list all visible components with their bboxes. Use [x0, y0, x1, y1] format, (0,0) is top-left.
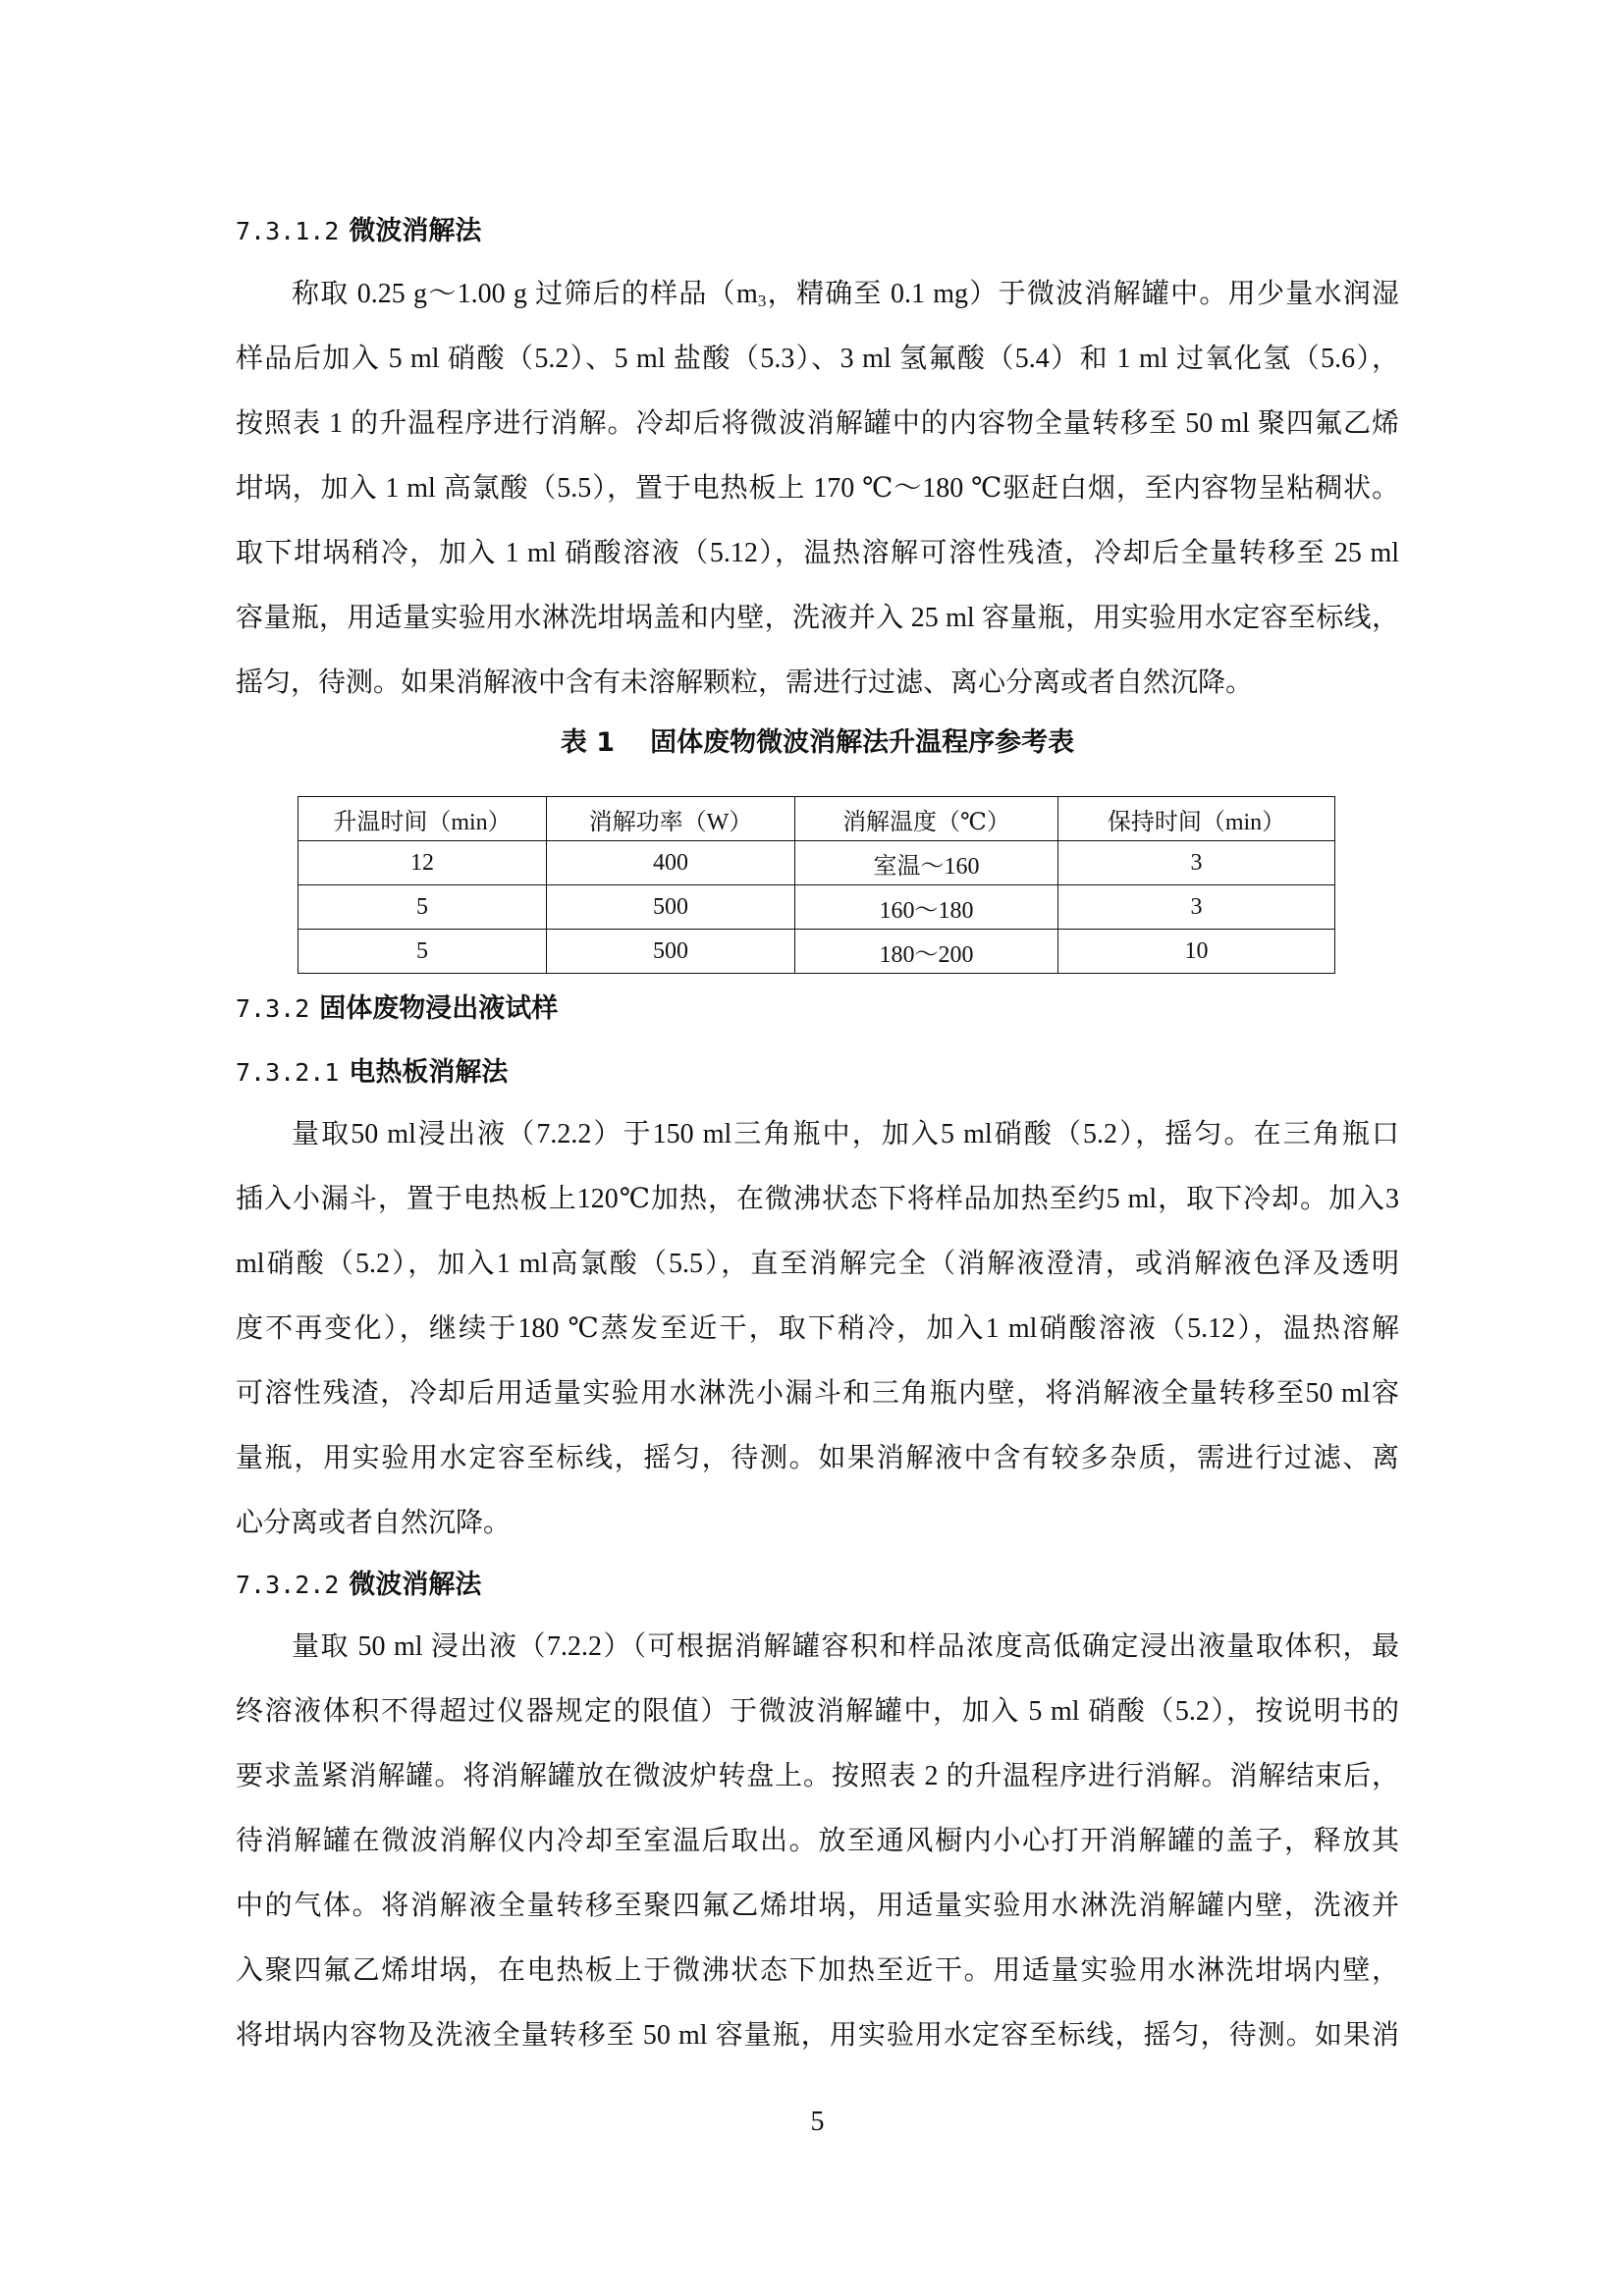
paragraph-line: 量瓶，用实验用水定容至标线，摇匀，待测。如果消解液中含有较多杂质，需进行过滤、离: [236, 1443, 1399, 1473]
table-caption: [236, 711, 1399, 775]
table-cell: 500: [547, 930, 795, 974]
table-cell: 10: [1058, 930, 1335, 974]
table-cell: 400: [547, 841, 795, 885]
table-cell: 500: [547, 885, 795, 930]
section-number: 7.3.1.2: [236, 217, 340, 245]
line-text: 称取 0.25 g～1.00 g 过筛后的样品（m: [292, 279, 758, 309]
table-row: [298, 841, 1335, 885]
table-cell: 180～200: [795, 930, 1058, 974]
paragraph-line: 量取50 ml浸出液（7.2.2）于150 ml三角瓶中，加入5 ml硝酸（5.2），摇匀。在三角瓶口: [292, 1119, 1399, 1149]
page-number: 5: [810, 2107, 825, 2137]
section-heading-7-3-2-1: [236, 1040, 508, 1104]
table-label: 表 1: [560, 727, 616, 758]
table-cell: 12: [298, 841, 547, 885]
table-cell: 160～180: [795, 885, 1058, 930]
table-header-row: [298, 797, 1335, 841]
section-title: 微波消解法: [349, 216, 482, 246]
paragraph-line: 将坩埚内容物及洗液全量转移至 50 ml 容量瓶，用实验用水定容至标线，摇匀，待测。如果消: [236, 2020, 1399, 2051]
paragraph-line: ml硝酸（5.2），加入1 ml高氯酸（5.5），直至消解完全（消解液澄清，或消解液色泽及透明: [236, 1249, 1399, 1279]
paragraph-line: 要求盖紧消解罐。将消解罐放在微波炉转盘上。按照表 2 的升温程序进行消解。消解结束后，: [236, 1761, 1399, 1791]
table-header-cell: 升温时间（min）: [298, 797, 547, 841]
paragraph-line: 容量瓶，用适量实验用水淋洗坩埚盖和内壁，洗液并入 25 ml 容量瓶，用实验用水定容至标线，: [236, 603, 1399, 633]
table-row: [298, 885, 1335, 930]
paragraph-microwave-digestion-leachate: [236, 1615, 1399, 2068]
paragraph-line: 取下坩埚稍冷，加入 1 ml 硝酸溶液（5.12），温热溶解可溶性残渣，冷却后全量转移至 25 ml: [236, 538, 1399, 568]
table-1: [298, 796, 1335, 974]
paragraph-line: 样品后加入 5 ml 硝酸（5.2）、5 ml 盐酸（5.3）、3 ml 氢氟酸（5.4）和 1 ml 过氧化氢（5.6），: [236, 344, 1399, 374]
paragraph-line: 摇匀，待测。如果消解液中含有未溶解颗粒，需进行过滤、离心分离或者自然沉降。: [236, 667, 1254, 698]
line-text: ，精确至 0.1 mg）于微波消解罐中。用少量水润湿: [766, 279, 1399, 309]
paragraph-line: 可溶性残渣，冷却后用适量实验用水淋洗小漏斗和三角瓶内壁，将消解液全量转移至50 ml容: [236, 1378, 1399, 1409]
subscript: 3: [757, 291, 767, 310]
paragraph-line: 心分离或者自然沉降。: [236, 1508, 512, 1538]
table-cell: 3: [1058, 885, 1335, 930]
paragraph-hotplate-digestion: [236, 1102, 1399, 1556]
table-header-cell: 消解温度（℃）: [795, 797, 1058, 841]
section-number: 7.3.2.1: [236, 1058, 340, 1087]
paragraph-line: 度不再变化），继续于180 ℃蒸发至近干，取下稍冷，加入1 ml硝酸溶液（5.12），温热溶解: [236, 1313, 1399, 1344]
section-title: 电热板消解法: [349, 1057, 509, 1088]
paragraph-line: 坩埚，加入 1 ml 高氯酸（5.5），置于电热板上 170 ℃～180 ℃驱赶白烟，至内容物呈粘稠状。: [236, 473, 1399, 504]
paragraph-line: 按照表 1 的升温程序进行消解。冷却后将微波消解罐中的内容物全量转移至 50 ml 聚四氟乙烯: [236, 408, 1399, 439]
table-header-cell: 保持时间（min）: [1058, 797, 1335, 841]
table-cell: 3: [1058, 841, 1335, 885]
paragraph-line: 中的气体。将消解液全量转移至聚四氟乙烯坩埚，用适量实验用水淋洗消解罐内壁，洗液并: [236, 1891, 1399, 1921]
table-header-cell: 消解功率（W）: [547, 797, 795, 841]
paragraph-microwave-digestion-solid: [236, 262, 1399, 716]
paragraph-line: 量取 50 ml 浸出液（7.2.2）（可根据消解罐容积和样品浓度高低确定浸出液量取体积，最: [292, 1631, 1399, 1662]
table-title: 固体废物微波消解法升温程序参考表: [650, 727, 1075, 758]
section-number: 7.3.2.2: [236, 1571, 340, 1599]
table-cell: 室温～160: [795, 841, 1058, 885]
paragraph-line: 待消解罐在微波消解仪内冷却至室温后取出。放至通风橱内小心打开消解罐的盖子，释放其: [236, 1826, 1399, 1856]
table-cell: 5: [298, 885, 547, 930]
section-title: 微波消解法: [349, 1570, 482, 1600]
section-heading-7-3-2-2: [236, 1552, 481, 1617]
section-title: 固体废物浸出液试样: [319, 993, 559, 1024]
section-heading-7-3-2: [236, 976, 558, 1041]
section-number: 7.3.2: [236, 994, 310, 1023]
paragraph-line: 插入小漏斗，置于电热板上120℃加热，在微沸状态下将样品加热至约5 ml，取下冷却。加入3: [236, 1184, 1399, 1214]
paragraph-line: 终溶液体积不得超过仪器规定的限值）于微波消解罐中，加入 5 ml 硝酸（5.2），按说明书的: [236, 1696, 1399, 1727]
table-cell: 5: [298, 930, 547, 974]
table-row: [298, 930, 1335, 974]
section-heading-7-3-1-2: [236, 198, 481, 263]
paragraph-line: 入聚四氟乙烯坩埚，在电热板上于微沸状态下加热至近干。用适量实验用水淋洗坩埚内壁，: [236, 1955, 1399, 1986]
paragraph-line: [292, 262, 1399, 327]
